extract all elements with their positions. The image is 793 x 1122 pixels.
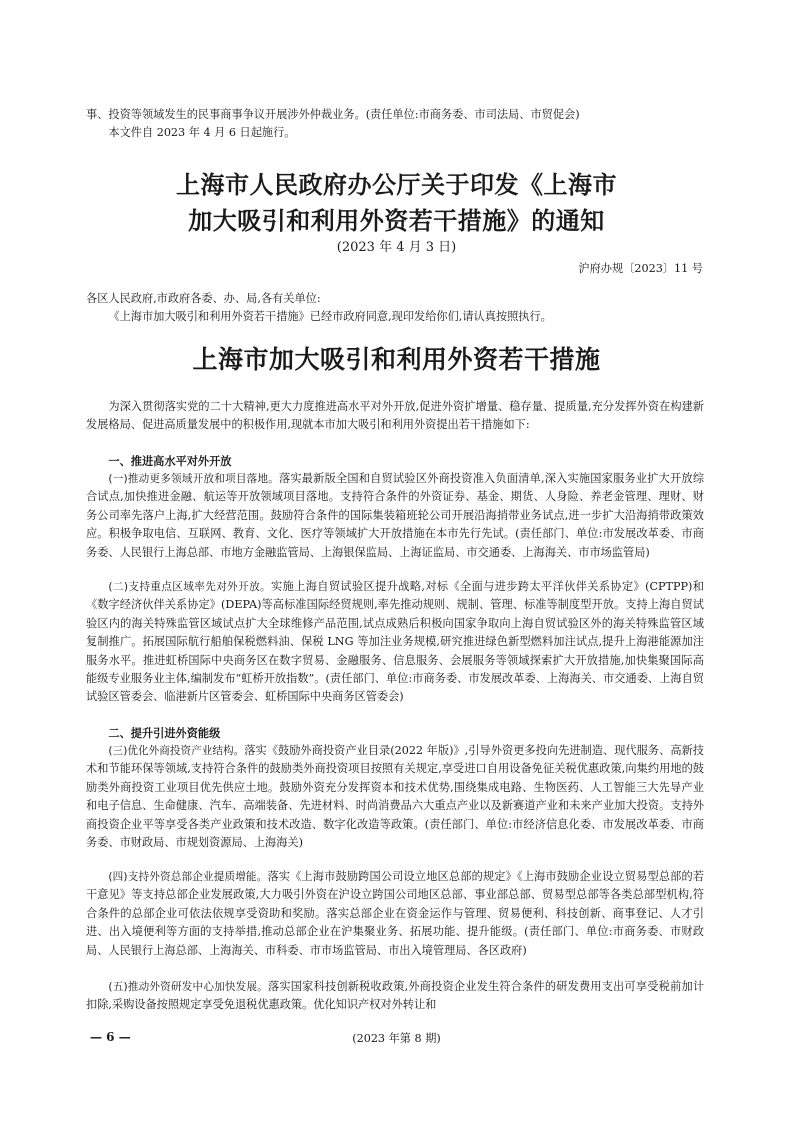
measure-item-5	[86, 978, 704, 1015]
notice-title-line-1: 上海市人民政府办公厅关于印发《上海市	[176, 170, 617, 199]
notice-recipients: 各区人民政府,市政府各委、办、局,各有关单位:	[86, 292, 321, 305]
issue-label: (2023 年第 8 期)	[352, 1032, 441, 1045]
section-heading-2: 二、提升引进外资能级	[108, 726, 221, 740]
measure-item-2-lead: (二)支持重点区域率先对外开放。	[108, 581, 272, 593]
measure-item-1	[86, 470, 704, 562]
measure-item-5-text: 落实国家科技创新税收政策,外商投资企业发生符合条件的研发费用支出可享受税前加计扣除,采购设备按照规定享受免退税优惠政策。优化知识产权对外转让和	[86, 980, 705, 1012]
measure-item-3-text: 落实《鼓励外商投资产业目录(2022 年版)》,引导外资更多投向先进制造、现代服务、高新技术和节能环保等领域,支持符合条件的鼓励类外商投资项目按照有关规定,享受进口自用设备免征关税优惠政策,向集约用地的鼓励类外商投资工业项目优先供应土地。鼓励外资充分发挥资本和技术优势,围绕集成电路、生物医药、人工智能三大先导产业和电子信息、生命健康、汽车、高端装备、先进材料、时尚消费品六大重点产业以及新赛道产业和未来产业加大投资。支持外商投资企业平等享受各类产业政策和技术改造、数字化改造等政策。(责任部门、单位:市经济信息化委、市发展改革委、市商务委、市财政局、市规划资源局、上海海关)	[86, 744, 704, 850]
measures-intro: 为深入贯彻落实党的二十大精神,更大力度推进高水平对外开放,促进外资扩增量、稳存量、提质量,充分发挥外资在构建新发展格局、促进高质量发展中的积极作用,现就本市加大吸引和利用外资提出若干措施如下:	[86, 400, 704, 432]
notice-title-line-2: 加大吸引和利用外资若干措施》的通知	[188, 206, 605, 235]
measure-item-4	[86, 868, 704, 960]
measures-title: 上海市加大吸引和利用外资若干措施	[192, 345, 601, 374]
notice-body: 《上海市加大吸引和利用外资若干措施》已经市政府同意,现印发给你们,请认真按照执行。	[108, 310, 552, 323]
notice-date: (2023 年 4 月 3 日)	[336, 240, 457, 255]
section-heading-1: 一、推进高水平对外开放	[108, 454, 232, 468]
measure-item-4-lead: (四)支持外资总部企业提质增能。	[108, 871, 268, 883]
measure-item-2	[86, 578, 704, 707]
measure-item-2-text: 实施上海自贸试验区提升战略,对标《全面与进步跨太平洋伙伴关系协定》(CPTPP)和《数字经济伙伴关系协定》(DEPA)等高标准国际经贸规则,率先推动规则、规制、管理、标准等制度型开放。支持上海自贸试验区内的海关特殊监管区域试点扩大全球维修产品范围,试点成熟后积极向国家争取向上海自贸试验区外的海关特殊监管区域复制推广。拓展国际航行船舶保税燃料油、保税 LNG 等加注业务规模,研究推进绿色新型燃料加注试点,提升上海港能源加注服务水平。推进虹桥国际中央商务区在数字贸易、金融服务、信息服务、会展服务等领域探索扩大开放措施,加快集聚国际高能级专业服务业主体,编制发布“虹桥开放指数”。(责任部门、单位:市商务委、市发展改革委、上海海关、市交通委、上海自贸试验区管委会、临港新片区管委会、虹桥国际中央商务区管委会)	[86, 580, 704, 704]
measure-item-5-lead: (五)推动外资研发中心加快发展。	[108, 981, 269, 993]
effective-date-paragraph: 本文件自 2023 年 4 月 6 日起施行。	[108, 126, 296, 139]
document-number: 沪府办规〔2023〕11 号	[578, 262, 703, 275]
measure-item-3	[86, 742, 704, 852]
measure-item-4-text: 落实《上海市鼓励跨国公司设立地区总部的规定》《上海市鼓励企业设立贸易型总部的若干意见》等支持总部企业发展政策,大力吸引外资在沪设立跨国公司地区总部、事业部总部、贸易型总部等各类总部型机构,符合条件的总部企业可依法依规享受资助和奖励。落实总部企业在资金运作与管理、贸易便利、科技创新、商事登记、人才引进、出入境便利等方面的支持举措,推动总部企业在沪集聚业务、拓展功能、提升能级。(责任部门、单位:市商务委、市财政局、人民银行上海总部、上海海关、市科委、市市场监管局、市出入境管理局、各区政府)	[86, 870, 705, 957]
page-number: — 6 —	[90, 1030, 131, 1044]
measure-item-3-lead: (三)优化外商投资产业结构。	[108, 745, 245, 757]
carryover-paragraph: 事、投资等领域发生的民事商事争议开展涉外仲裁业务。(责任单位:市商务委、市司法局、市贸促会)	[86, 108, 580, 121]
measure-item-1-text: 落实最新版全国和自贸试验区外商投资准入负面清单,深入实施国家服务业扩大开放综合试点,加快推进金融、航运等开放领域项目落地。支持符合条件的外资证券、基金、期货、人身险、养老金管理、理财、财务公司率先落户上海,扩大经营范围。鼓励符合条件的国际集装箱班轮公司开展沿海捎带业务试点,进一步扩大沿海捎带政策效应。积极争取电信、互联网、教育、文化、医疗等领域扩大开放措施在本市先行先试。(责任部门、单位:市发展改革委、市商务委、人民银行上海总部、市地方金融监管局、上海银保监局、上海证监局、市交通委、上海海关、市市场监管局)	[86, 472, 705, 559]
measure-item-1-lead: (一)推动更多领域开放和项目落地。	[108, 473, 280, 485]
